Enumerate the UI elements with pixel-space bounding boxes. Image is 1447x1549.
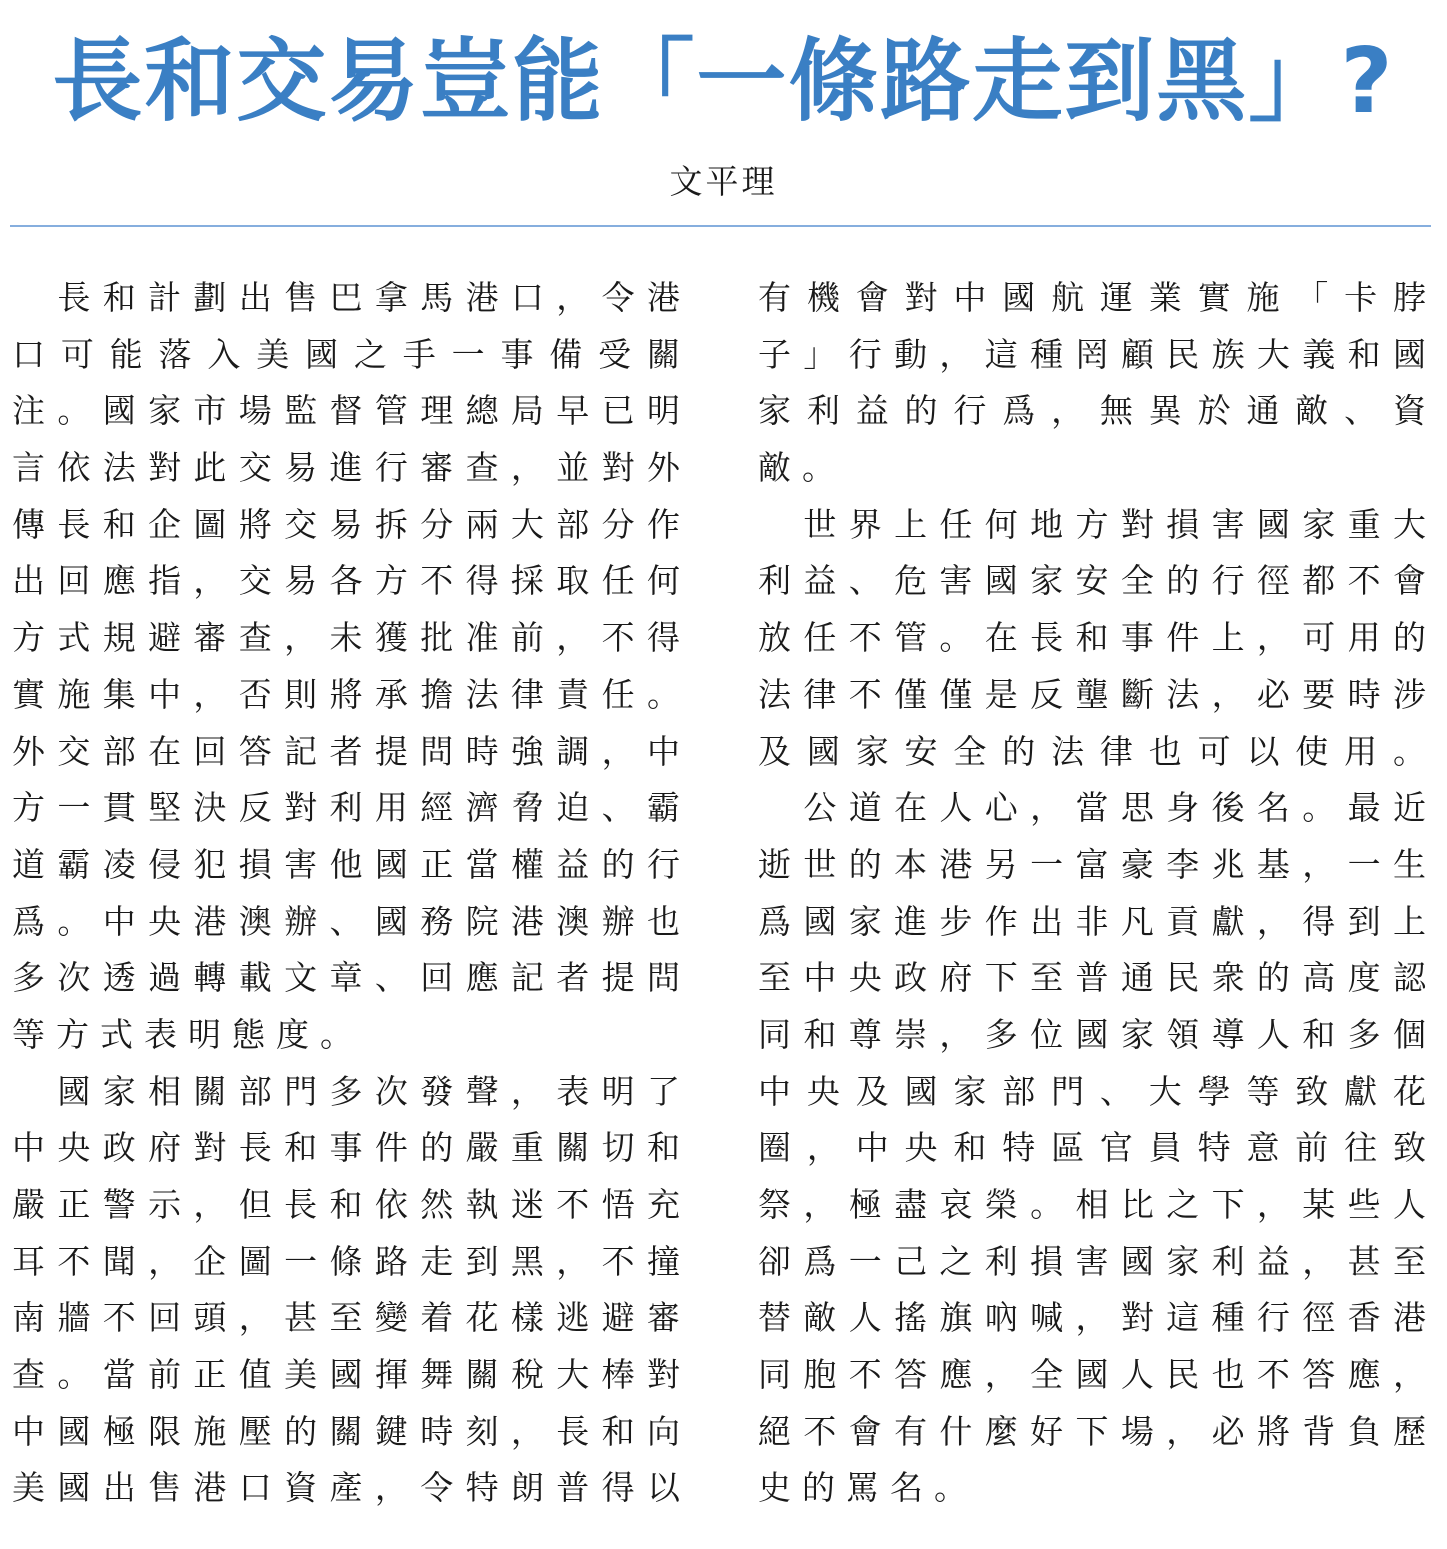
text-line: 祭，極盡哀榮。相比之下，某些人 xyxy=(758,1185,1426,1224)
text-line: 出回應指，交易各方不得採取任何 xyxy=(12,561,680,601)
text-line: 中央及國家部門、大學等致獻花 xyxy=(758,1071,1426,1111)
text-line: 言依法對此交易進行審查，並對外 xyxy=(12,448,680,488)
text-line: 子」行動，這種罔顧民族大義和國 xyxy=(758,334,1426,374)
article-column-left xyxy=(12,270,680,1517)
text-line: 同胞不答應，全國人民也不答應， xyxy=(758,1355,1426,1395)
text-line: 逝世的本港另一富豪李兆基，一生 xyxy=(758,844,1426,884)
text-line: 公道在人心，當思身後名。最近 xyxy=(758,788,1426,828)
headline: 長和交易豈能「一條路走到黑」? xyxy=(52,29,1395,134)
text-line: 爲。中央港澳辦、國務院港澳辦也 xyxy=(12,901,680,941)
text-line: 道霸凌侵犯損害他國正當權益的行 xyxy=(12,844,680,884)
text-line: 方一貫堅決反對利用經濟脅迫、霸 xyxy=(12,788,680,828)
text-line: 家利益的行爲，無異於通敵、資 xyxy=(758,391,1426,431)
text-line: 及國家安全的法律也可以使用。 xyxy=(758,731,1426,771)
text-line: 絕不會有什麼好下場，必將背負歷 xyxy=(758,1411,1426,1451)
text-line: 口可能落入美國之手一事備受關 xyxy=(12,334,680,374)
text-line: 爲國家進步作出非凡貢獻，得到上 xyxy=(758,901,1426,941)
text-line: 多次透過轉載文章、回應記者提問 xyxy=(12,958,680,998)
text-line: 圈，中央和特區官員特意前往致 xyxy=(758,1128,1426,1168)
text-line: 嚴正警示，但長和依然執迷不悟充 xyxy=(12,1185,680,1224)
text-line: 實施集中，否則將承擔法律責任。 xyxy=(12,674,680,714)
text-line: 法律不僅僅是反壟斷法，必要時涉 xyxy=(758,674,1426,714)
text-line: 史的罵名。 xyxy=(758,1468,978,1508)
text-line: 外交部在回答記者提問時強調，中 xyxy=(12,731,680,771)
text-line: 查。當前正值美國揮舞關稅大棒對 xyxy=(12,1355,680,1395)
text-line: 放任不管。在長和事件上，可用的 xyxy=(758,618,1426,658)
header-divider xyxy=(10,225,1431,227)
text-line: 等方式表明態度。 xyxy=(12,1014,364,1054)
byline: 文平理 xyxy=(669,162,778,201)
text-line: 至中央政府下至普通民衆的高度認 xyxy=(758,958,1426,998)
text-line: 有機會對中國航運業實施「卡脖 xyxy=(758,278,1426,317)
text-line: 利益、危害國家安全的行徑都不會 xyxy=(758,561,1426,601)
text-line: 國家相關部門多次發聲，表明了 xyxy=(12,1071,680,1111)
text-line: 耳不聞，企圖一條路走到黑，不撞 xyxy=(12,1241,680,1281)
text-line: 中國極限施壓的關鍵時刻，長和向 xyxy=(12,1411,680,1451)
text-line: 方式規避審查，未獲批准前，不得 xyxy=(12,618,680,658)
text-line: 敵。 xyxy=(758,448,846,488)
text-line: 卻爲一己之利損害國家利益，甚至 xyxy=(758,1241,1426,1281)
text-line: 注。國家市場監督管理總局早已明 xyxy=(12,391,680,431)
text-line: 南牆不回頭，甚至變着花樣逃避審 xyxy=(12,1298,680,1338)
text-line: 傳長和企圖將交易拆分兩大部分作 xyxy=(12,504,680,544)
text-line: 中央政府對長和事件的嚴重關切和 xyxy=(12,1128,680,1168)
text-line: 美國出售港口資產，令特朗普得以 xyxy=(12,1468,680,1508)
text-line: 同和尊崇，多位國家領導人和多個 xyxy=(758,1014,1426,1054)
text-line: 替敵人搖旗吶喊，對這種行徑香港 xyxy=(758,1298,1426,1338)
article-column-right xyxy=(758,270,1426,1517)
text-line: 世界上任何地方對損害國家重大 xyxy=(758,504,1426,544)
text-line: 長和計劃出售巴拿馬港口，令港 xyxy=(12,278,680,317)
